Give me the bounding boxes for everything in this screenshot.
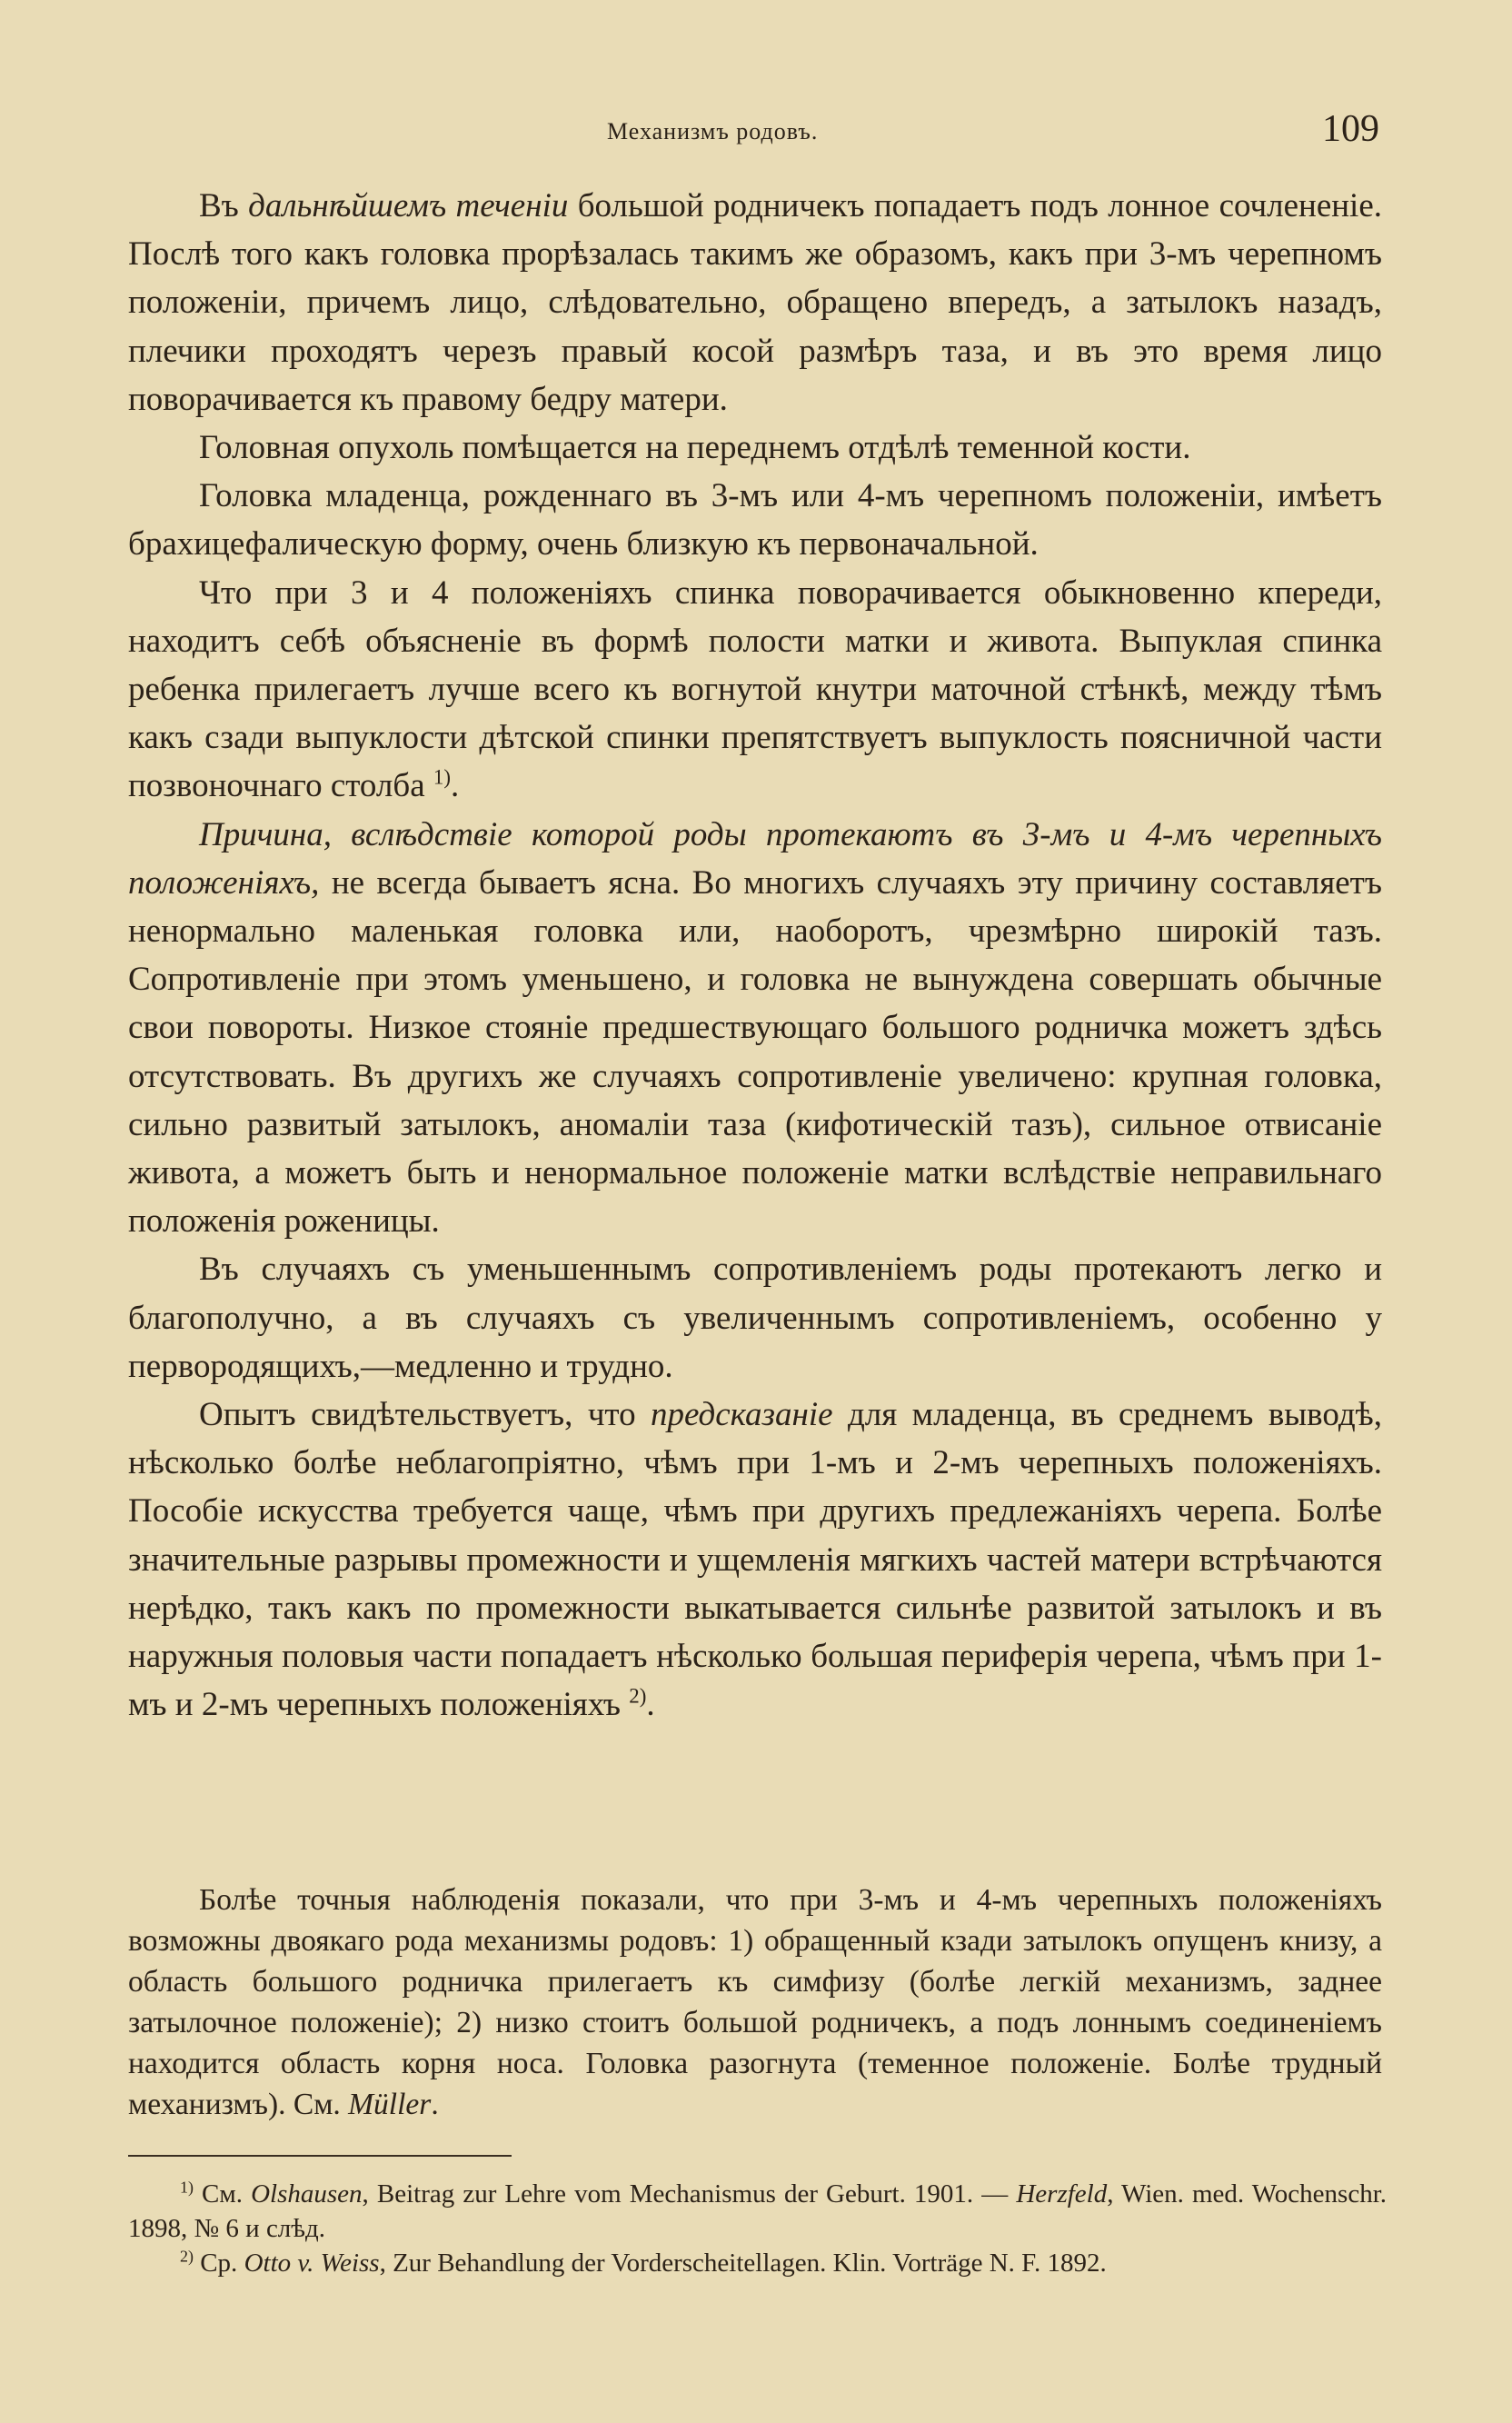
footnote-ref: 1) bbox=[433, 766, 451, 790]
footnote-rule bbox=[128, 2155, 512, 2157]
paragraph: Болѣе точныя наблюденія показали, что при 3-мъ и 4-мъ черепныхъ положеніяхъ возможны двоякаго рода механизмы родовъ: 1) обращенный кзади затылокъ опущенъ книзу, а область большого родничка прилегаетъ къ симфизу (болѣе легкій механизмъ, заднее затылочное положеніе); 2) низко стоитъ большой родничекъ, а подъ лоннымъ соединеніемъ находится область корня носа. Головка разогнута (теменное положеніе. Болѣе трудный механизмъ). См. Müller. bbox=[128, 1883, 1382, 2121]
author-name: Herzfeld bbox=[1016, 2179, 1108, 2209]
footnote-marker: 1) bbox=[180, 2178, 194, 2197]
italic-phrase: предсказаніе bbox=[651, 1396, 833, 1434]
paragraph: Головная опухоль помѣщается на переднемъ отдѣлѣ теменной кости. bbox=[199, 429, 1191, 467]
author-name: Olshausen bbox=[251, 2179, 363, 2209]
footnote: $^{1)}$ См. Olshausen, Beitrag zur Lehre vom Mechanismus der Geburt. 1901. — Herzfeld, Wien. med. Wochenschr. 1898, № 6 и слѣд. bbox=[128, 2178, 1387, 2243]
paragraph: Что при 3 и 4 положеніяхъ спинка поворачивается обыкновенно кпереди, находитъ себѣ объясненіе въ формѣ полости матки и живота. Выпуклая спинка ребенка прилегаетъ лучше всего къ вогнутой кнутри маточной стѣнкѣ, между тѣмъ какъ сзади выпуклости дѣтской спинки препятствуетъ выпуклость поясничной части позвоночнаго столба $^{1)}$. bbox=[128, 573, 1382, 805]
paragraph: Головка младенца, рожденнаго въ 3-мъ или 4-мъ черепномъ положеніи, имѣетъ брахицефалическую форму, очень близкую къ первоначальной. bbox=[128, 477, 1382, 563]
small-print-note bbox=[128, 1880, 1382, 2125]
running-header bbox=[0, 107, 1512, 162]
paragraph: Въ дальнѣйшемъ теченіи большой родничекъ попадаетъ подъ лонное сочлененіе. Послѣ того какъ головка прорѣзалась такимъ же образомъ, какъ при 3-мъ черепномъ положеніи, причемъ лицо, слѣдовательно, обращено впередъ, а затылокъ назадъ, плечики проходятъ черезъ правый косой размѣръ таза, и въ это время лицо поворачивается къ правому бедру матери. bbox=[128, 187, 1382, 418]
footnote: $^{2)}$ Ср. Otto v. Weiss, Zur Behandlung der Vorderscheitellagen. Klin. Vorträge N. F. 1892. bbox=[180, 2247, 1107, 2278]
italic-phrase: Причина, вслѣдствіе которой роды протекаютъ въ 3-мъ и 4-мъ черепныхъ положеніяхъ, bbox=[128, 815, 1382, 902]
running-title: Механизмъ родовъ. bbox=[607, 118, 819, 145]
page-number: 109 bbox=[1322, 108, 1379, 150]
main-text bbox=[128, 182, 1382, 1730]
italic-name: Müller bbox=[348, 2088, 432, 2121]
footnotes bbox=[128, 2177, 1387, 2280]
paragraph: Причина, вслѣдствіе которой роды протекаютъ въ 3-мъ и 4-мъ черепныхъ положеніяхъ, не всегда бываетъ ясна. Во многихъ случаяхъ эту причину составляетъ ненормально маленькая головка или, наоборотъ, чрезмѣрно широкій тазъ. Сопротивленіе при этомъ уменьшено, и головка не вынуждена совершать обычные свои повороты. Низкое стояніе предшествующаго большого родничка можетъ здѣсь отсутствовать. Въ другихъ же случаяхъ сопротивленіе увеличено: крупная головка, сильно развитый затылокъ, аномаліи таза (кифотическій тазъ), сильное отвисаніе живота, а можетъ быть и ненормальное положеніе матки вслѣдствіе неправильнаго положенія роженицы. bbox=[128, 815, 1382, 1241]
footnote-ref: 2) bbox=[629, 1684, 647, 1708]
author-name: Otto v. Weiss bbox=[244, 2249, 380, 2278]
paragraph: Опытъ свидѣтельствуетъ, что предсказаніе для младенца, въ среднемъ выводѣ, нѣсколько болѣе неблагопріятно, чѣмъ при 1-мъ и 2-мъ черепныхъ положеніяхъ. Пособіе искусства требуется чаще, чѣмъ при другихъ предлежаніяхъ черепа. Болѣе значительные разрывы промежности и ущемленія мягкихъ частей матери встрѣчаются нерѣдко, такъ какъ по промежности выкатывается сильнѣе развитой затылокъ и въ наружныя половыя части попадаетъ нѣсколько большая периферія черепа, чѣмъ при 1-мъ и 2-мъ черепныхъ положеніяхъ $^{2)}$. bbox=[128, 1396, 1382, 1724]
italic-phrase: дальнѣйшемъ теченіи bbox=[248, 187, 569, 224]
footnote-marker: 2) bbox=[180, 2247, 194, 2266]
paragraph: Въ случаяхъ съ уменьшеннымъ сопротивленіемъ роды протекаютъ легко и благополучно, а въ случаяхъ съ увеличеннымъ сопротивленіемъ, особенно у первородящихъ,—медленно и трудно. bbox=[128, 1251, 1382, 1385]
